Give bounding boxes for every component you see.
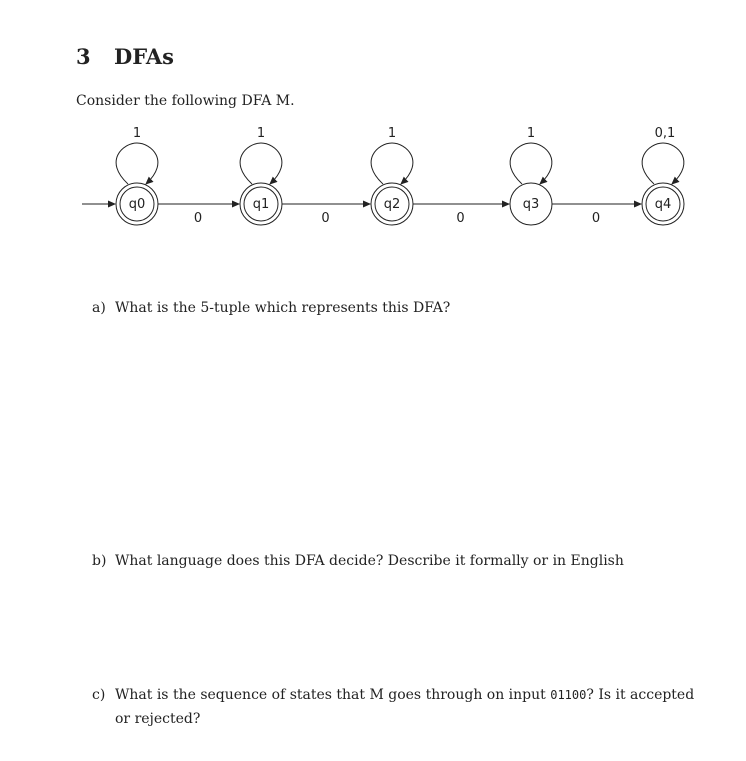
state-label: q0 [128,197,146,212]
transition-label: 0 [591,211,601,226]
question-c-text [115,683,705,731]
self-loop-arrow [510,143,552,184]
self-loop-label: 0,1 [654,126,676,141]
intro-text: Consider the following DFA M. [76,93,295,109]
question-c-text-after: ? Is it accepted or rejected? [115,687,695,727]
self-loop-label: 1 [526,126,536,141]
transition-label: 0 [193,211,203,226]
section-number: 3 [76,44,91,69]
self-loop-label: 1 [387,126,397,141]
self-loop-arrow [642,143,684,184]
self-loop-label: 1 [256,126,266,141]
question-c-text-before: What is the sequence of states that M goes through on input [115,687,551,703]
dfa-diagram [0,0,746,270]
question-b-label: b) [92,553,107,569]
section-title: DFAs [114,44,175,69]
state-label: q3 [522,197,540,212]
question-b-text: What language does this DFA decide? Describe it formally or in English [115,553,624,569]
question-a-text: What is the 5-tuple which represents this DFA? [115,300,451,316]
self-loop-label: 1 [132,126,142,141]
question-c-label: c) [92,687,106,703]
self-loop-arrow [240,143,282,184]
question-c-input: 01100 [550,688,587,702]
state-label: q1 [252,197,270,212]
question-c [92,683,712,733]
state-label: q4 [654,197,672,212]
state-label: q2 [383,197,401,212]
self-loop-arrow [116,143,158,184]
question-a-label: a) [92,300,106,316]
transition-label: 0 [456,211,465,226]
self-loop-arrow [371,143,413,184]
transition-label: 0 [321,211,330,226]
